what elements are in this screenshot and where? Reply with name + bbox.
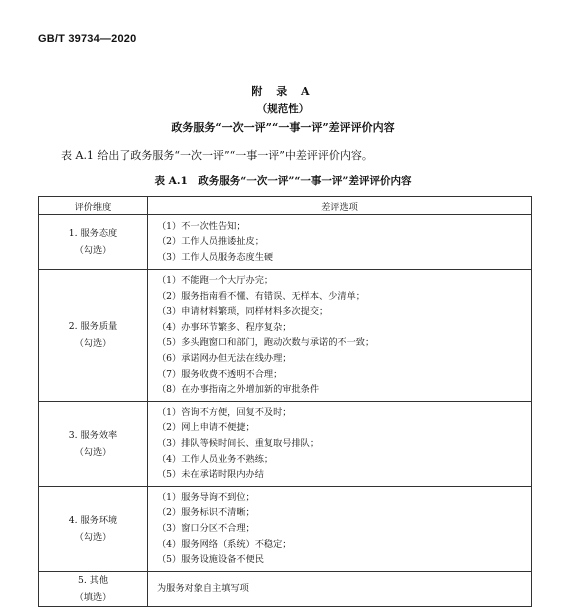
appendix-nature: （规范性）: [256, 103, 310, 115]
negative-option: （6）承诺网办但无法在线办理；: [157, 352, 292, 364]
selection-mode: （勾选）: [74, 245, 112, 256]
table-row: [39, 215, 532, 270]
intro-paragraph: 表 A.1 给出了政务服务“一次一评”“一事一评”中差评评价内容。: [61, 149, 373, 162]
negative-option: （1）不能跑一个大厅办完；: [157, 275, 274, 286]
options-cell: [148, 270, 532, 402]
dimension-name: 4. 服务环境: [68, 514, 118, 526]
table-row: [39, 486, 532, 571]
negative-option: （1）服务导询不到位；: [157, 491, 255, 503]
dimension-name: 3. 服务效率: [68, 429, 118, 441]
appendix-title: 政务服务“一次一评”“一事一评”差评评价内容: [171, 121, 395, 134]
dimension-cell: [39, 571, 148, 606]
negative-option: （1）咨询不方便，回复不及时；: [157, 406, 292, 418]
appendix-label: 附 录 A: [251, 85, 315, 98]
negative-option: （7）服务收费不透明不合理；: [157, 368, 283, 380]
dimension-name: 1. 服务态度: [68, 228, 118, 239]
dimension-name: 5. 其他: [77, 574, 109, 586]
evaluation-table: [38, 196, 532, 607]
selection-mode: （勾选）: [74, 338, 112, 350]
dimension-cell: [39, 270, 148, 402]
negative-option: （3）窗口分区不合理；: [157, 522, 255, 534]
table-title: 表 A.1 政务服务“一次一评”“一事一评”差评评价内容: [154, 175, 412, 187]
options-cell: [148, 401, 532, 486]
table-header-row: [39, 197, 532, 215]
dimension-cell: [39, 215, 148, 270]
negative-option: （4）办事环节繁多、程序复杂；: [157, 321, 292, 333]
options-cell: [148, 215, 532, 270]
header-options: 差评选项: [148, 197, 532, 215]
options-cell: [148, 571, 532, 606]
negative-option: （3）申请材料繁琐，同样材料多次提交；: [157, 306, 329, 318]
standard-number: GB/T 39734—2020: [38, 33, 137, 45]
selection-mode: （勾选）: [74, 531, 112, 543]
dimension-name: 2. 服务质量: [68, 321, 118, 333]
selection-mode: （勾选）: [74, 446, 112, 458]
negative-option: （5）多头跑窗口和部门，跑动次数与承诺的不一致；: [157, 337, 375, 349]
negative-option: （2）工作人员推诿扯皮；: [157, 236, 264, 248]
negative-option: 为服务对象自主填写项: [157, 582, 249, 594]
table-row: [39, 270, 532, 402]
negative-option: （8）在办事指南之外增加新的审批条件: [157, 384, 320, 396]
table-row: [39, 571, 532, 606]
negative-option: （2）服务指南看不懂、有错误、无样本、少清单；: [157, 290, 365, 302]
negative-option: （1）不一次性告知；: [157, 220, 246, 232]
dimension-cell: [39, 486, 148, 571]
options-cell: [148, 486, 532, 571]
negative-option: （2）网上申请不便捷；: [157, 422, 255, 434]
negative-option: （3）排队等候时间长、重复取号排队；: [157, 437, 320, 449]
selection-mode: （填选）: [74, 591, 112, 603]
negative-option: （3）工作人员服务态度生硬: [157, 251, 274, 263]
header-dimension: 评价维度: [39, 197, 148, 215]
negative-option: （5）服务设施设备不便民: [157, 554, 264, 566]
table-body: [39, 215, 532, 607]
negative-option: （2）服务标识不清晰；: [157, 507, 255, 519]
negative-option: （4）工作人员业务不熟练；: [157, 453, 274, 465]
table-row: [39, 401, 532, 486]
negative-option: （5）未在承诺时限内办结: [157, 469, 264, 481]
dimension-cell: [39, 401, 148, 486]
negative-option: （4）服务网络（系统）不稳定；: [157, 538, 292, 550]
